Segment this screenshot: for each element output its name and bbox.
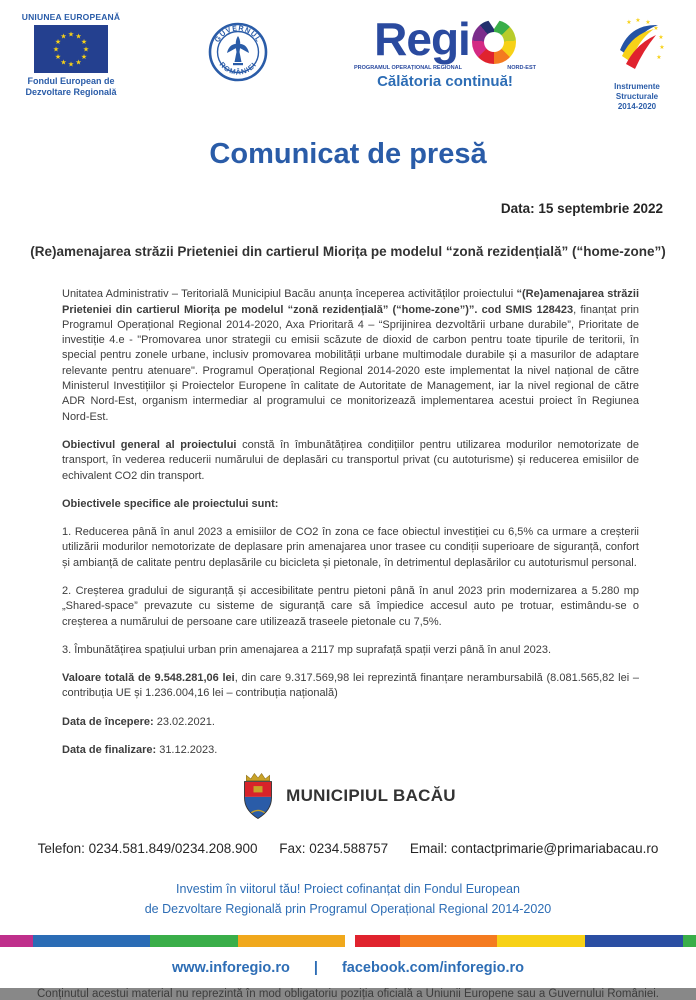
eu-logo bbox=[16, 12, 126, 99]
svg-text:★: ★ bbox=[75, 32, 82, 41]
inforegio-link[interactable]: www.inforegio.ro bbox=[171, 960, 290, 977]
svg-text:★: ★ bbox=[60, 58, 67, 67]
body-paragraphs bbox=[0, 287, 696, 758]
eu-logo-subtitle: Fondul European de Dezvoltare Regională bbox=[25, 76, 117, 98]
svg-text:★: ★ bbox=[653, 25, 659, 32]
svg-text:★: ★ bbox=[67, 30, 75, 39]
stripe-segment bbox=[238, 935, 345, 947]
paragraph: 2. Creșterea gradului de siguranță și accesibilitate pentru pietoni până în anul 2023 prin modernizarea a 5.280 mp „Shared-space” prevazute cu sisteme de siguranță care să împiedice accesul auto pe trotuar, estimându-se o creșterea a numărului de persoane care utilizează traseele pietonale cu 7,5%. bbox=[62, 585, 639, 628]
project-heading: (Re)amenajarea străzii Prieteniei din cartierul Miorița pe modelul “zonă rezidențială” (“home-zone”) bbox=[30, 244, 666, 259]
bacau-coat-of-arms-icon bbox=[240, 771, 276, 821]
paragraph: 3. Îmbunătățirea spațiului urban prin amenajarea a 2117 mp suprafață spații verzi până în anul 2023. bbox=[62, 643, 551, 656]
contact-line bbox=[0, 841, 696, 856]
invest-note: Investim în viitorul tău! Proiect cofinanțat din Fondul European de Dezvoltare Regională prin Programul Operațional Regional 2014-2020 bbox=[144, 882, 552, 916]
gov-seal-bottom-text: ROMÂNIEI bbox=[217, 59, 259, 77]
eu-logo-title: UNIUNEA EUROPEANĂ bbox=[21, 12, 121, 22]
stripe-segment bbox=[497, 935, 585, 947]
regio-program-label: PROGRAMUL OPERAȚIONAL REGIONAL bbox=[354, 65, 462, 71]
svg-text:★: ★ bbox=[80, 38, 88, 46]
stripe-segment bbox=[355, 935, 400, 947]
paragraph: Obiectivul general al proiectului constă în îmbunătățirea condițiilor pentru utilizarea modurilor nemotorizate de transport, în vederea reducerii numărului de deplasări cu transportul privat (cu autoturisme) și reducerea emisiilor de echivalent CO2 din transport. bbox=[62, 438, 639, 482]
eu-flag-icon bbox=[34, 25, 108, 73]
contact-email[interactable]: Email: contactprimarie@primariabacau.ro bbox=[409, 841, 659, 857]
link-separator: | bbox=[313, 960, 318, 977]
svg-text:ROMÂNIEI bbox=[218, 60, 259, 77]
stripe-segment bbox=[400, 935, 497, 947]
svg-text:★: ★ bbox=[659, 44, 665, 51]
svg-text:★: ★ bbox=[635, 17, 641, 24]
disclaimer: Conținutul acestui material nu reprezintă în mod obligatoriu poziția oficială a Uniunii Europene sau a Guvernului României. bbox=[37, 988, 659, 1000]
svg-text:★: ★ bbox=[54, 53, 62, 61]
instrumente-swoosh-icon bbox=[602, 14, 672, 76]
regio-region-label: NORD-EST bbox=[507, 65, 536, 71]
stripe-segment bbox=[150, 935, 238, 947]
instrumente-structurale-logo bbox=[592, 14, 682, 112]
header-logos bbox=[0, 0, 696, 112]
stripe-segment bbox=[33, 935, 150, 947]
stripe-segment bbox=[585, 935, 683, 947]
paragraph: Data de începere: 23.02.2021. bbox=[62, 715, 215, 728]
svg-text:★: ★ bbox=[658, 34, 664, 41]
stripe-segment bbox=[345, 935, 355, 947]
contact-fax: Fax: 0234.588757 bbox=[279, 841, 389, 857]
svg-text:★: ★ bbox=[60, 32, 67, 41]
government-of-romania-seal-icon bbox=[208, 22, 268, 82]
bacau-label: MUNICIPIUL BACĂU bbox=[286, 786, 456, 806]
svg-text:★: ★ bbox=[82, 45, 90, 54]
paragraph: Valoare totală de 9.548.281,06 lei, din care 9.317.569,98 lei reprezintă finanțare nerambursabilă (8.081.565,82 lei – contribuția UE și 1.236.004,16 lei – contribuția națională) bbox=[62, 672, 639, 700]
stripe-segment bbox=[0, 935, 33, 947]
page-title: Comunicat de presă bbox=[209, 138, 487, 170]
rainbow-stripe bbox=[0, 935, 696, 947]
instrumente-label: Instrumente Structurale 2014-2020 bbox=[614, 82, 660, 111]
svg-text:★: ★ bbox=[626, 19, 632, 26]
paragraph: Data de finalizare: 31.12.2023. bbox=[62, 744, 218, 757]
svg-text:★: ★ bbox=[52, 45, 60, 54]
paragraph: 1. Reducerea până în anul 2023 a emisiilor de CO2 în zona ce face obiectul investiției cu 6,5% ca urmare a creșterii utilizării modurilor nemotorizate de deplasare prin amenajarea unor trasee cu condiții superioare de siguranță, confort și ambianță de calitate pentru deplasările cu bicicleta și pietonale, în detrimentul deplasărilor cu autoturismul personal. bbox=[62, 526, 639, 569]
svg-text:★: ★ bbox=[645, 19, 651, 26]
regio-wordmark: Regi bbox=[374, 13, 470, 65]
contact-telefon: Telefon: 0234.581.849/0234.208.900 bbox=[37, 841, 258, 857]
svg-text:★: ★ bbox=[67, 60, 75, 69]
svg-text:★: ★ bbox=[656, 54, 662, 61]
bacau-block bbox=[0, 771, 696, 821]
date-line: Data: 15 septembrie 2022 bbox=[500, 201, 663, 216]
regio-logo bbox=[352, 13, 538, 90]
regio-color-wheel-icon bbox=[472, 20, 516, 64]
regio-tagline: Călătoria continuă! bbox=[377, 73, 513, 90]
footer-links bbox=[0, 960, 696, 976]
facebook-link[interactable]: facebook.com/inforegio.ro bbox=[341, 960, 525, 977]
svg-text:★: ★ bbox=[54, 38, 62, 46]
svg-text:★: ★ bbox=[80, 53, 88, 61]
paragraph: Unitatea Administrativ – Teritorială Municipiul Bacău anunța începerea activităților proiectului “(Re)amenajarea străzii Prieteniei din cartierul Miorița pe modelul “zonă rezidențială” (“home-zone”)”. cod SMIS 128423, finanțat prin Programul Operațional Regional 2014-2020, Axa Prioritară 4 – “Sprijinirea dezvoltării urbane durabile”, Prioritate de investiție 4.e - "Promovarea unor strategii cu emisii scăzute de dioxid de carbon pentru toate tipurile de teritorii, în special pentru zonele urbane, inclusiv promovarea mobilității urbane multimodale durabile și a masurilor de adaptare relevante pentru atenuare". Programul Operațional Regional 2014-2020 este implementat la nivel național de către Ministerul Investițiilor și Proiectelor Europene în calitate de Autoritate de Management, iar la nivel regional de către ADR Nord-Est, organism intermediar al programului ce monitorizează implementarea acestui proiect în Regiunea Nord-Est. bbox=[62, 288, 640, 423]
svg-text:★: ★ bbox=[75, 58, 82, 67]
eagle-icon bbox=[227, 36, 249, 65]
stripe-segment bbox=[683, 935, 696, 947]
paragraph: Obiectivele specifice ale proiectului sunt: bbox=[62, 497, 279, 510]
gov-seal-top-text: GUVERNUL bbox=[212, 23, 264, 44]
